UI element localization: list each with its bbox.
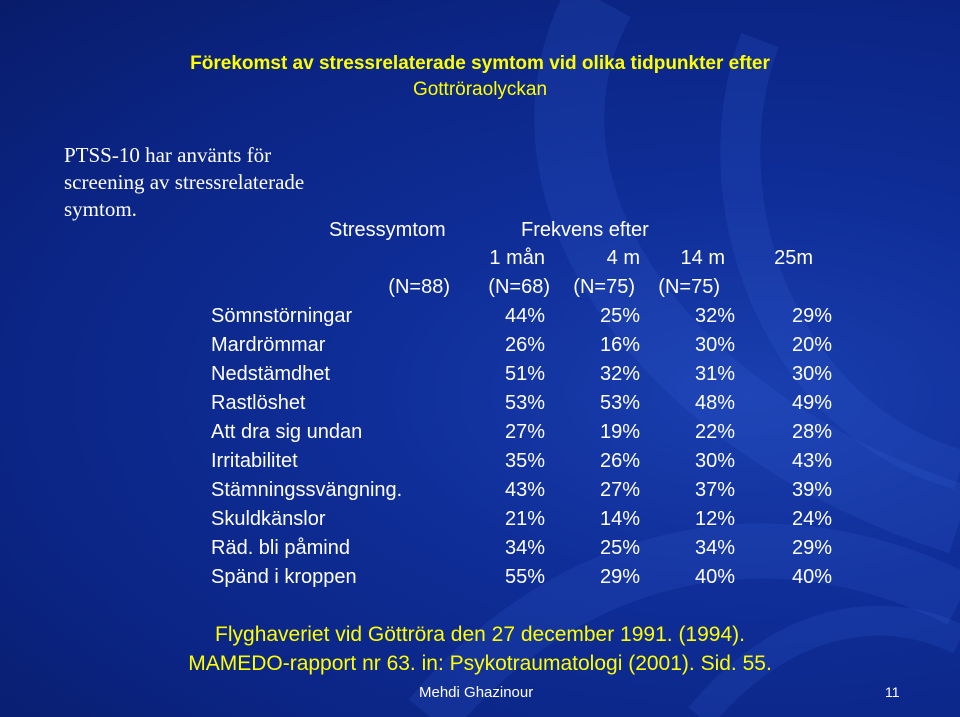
table-cell: 29% xyxy=(599,566,640,588)
period-header: 25m xyxy=(774,247,813,269)
slide-title-line2: Gottröraolyckan xyxy=(412,79,548,100)
table-cell: 14% xyxy=(599,508,640,530)
table-cell: 31% xyxy=(694,363,735,385)
intro-line: PTSS-10 har använts för xyxy=(64,143,272,167)
period-header: 14 m xyxy=(680,247,725,269)
n-value: (N=75) xyxy=(573,276,635,298)
symptom-label: Skuldkänslor xyxy=(211,508,326,530)
n-value: (N=75) xyxy=(658,276,720,298)
symptom-label: Stämningssvängning. xyxy=(211,479,403,501)
symptom-label: Nedstämdhet xyxy=(211,363,330,385)
intro-line: symtom. xyxy=(64,197,137,221)
table-cell: 43% xyxy=(791,450,832,472)
table-cell: 19% xyxy=(599,421,640,443)
table-cell: 27% xyxy=(599,479,640,501)
table-cell: 27% xyxy=(504,421,545,443)
intro-text xyxy=(64,142,364,223)
page-number: 11 xyxy=(885,684,900,700)
table-cell: 53% xyxy=(504,392,545,414)
table-cell: 30% xyxy=(694,334,735,356)
table-cell: 20% xyxy=(791,334,832,356)
symptom-label: Spänd i kroppen xyxy=(211,566,357,588)
table-cell: 32% xyxy=(599,363,640,385)
period-header: 1 mån xyxy=(489,247,545,269)
table-cell: 40% xyxy=(694,566,735,588)
table-cell: 49% xyxy=(791,392,832,414)
symptom-label: Rastlöshet xyxy=(211,392,306,414)
period-header: 4 m xyxy=(606,247,640,269)
table-cell: 28% xyxy=(791,421,832,443)
symptom-label: Sömnstörningar xyxy=(211,305,353,327)
table-cell: 25% xyxy=(599,305,640,327)
table-cell: 32% xyxy=(694,305,735,327)
reference-line1: Flyghaveriet vid Göttröra den 27 december 1991. (1994). xyxy=(215,623,745,646)
reference-line2: MAMEDO-rapport nr 63. in: Psykotraumatologi (2001). Sid. 55. xyxy=(188,652,772,675)
table-cell: 21% xyxy=(504,508,545,530)
table-cell: 53% xyxy=(599,392,640,414)
symptom-label: Räd. bli påmind xyxy=(211,537,350,559)
table-cell: 24% xyxy=(791,508,832,530)
table-cell: 40% xyxy=(791,566,832,588)
table-cell: 34% xyxy=(694,537,735,559)
table-cell: 16% xyxy=(599,334,640,356)
table-cell: 34% xyxy=(504,537,545,559)
table-cell: 25% xyxy=(599,537,640,559)
symptom-label: Mardrömmar xyxy=(211,334,326,356)
table-cell: 39% xyxy=(791,479,832,501)
n-value: (N=68) xyxy=(488,276,550,298)
table-cell: 12% xyxy=(694,508,735,530)
table-cell: 22% xyxy=(694,421,735,443)
author-name: Mehdi Ghazinour xyxy=(419,684,534,701)
table-cell: 29% xyxy=(791,305,832,327)
slide-title-line1: Förekomst av stressrelaterade symtom vid olika tidpunkter efter xyxy=(190,53,770,74)
symptom-label: Att dra sig undan xyxy=(211,421,363,443)
n-value: (N=88) xyxy=(388,276,450,298)
symptom-column-header: Stressymtom xyxy=(329,219,446,241)
table-cell: 29% xyxy=(791,537,832,559)
intro-line: screening av stressrelaterade xyxy=(64,170,305,194)
table-cell: 30% xyxy=(791,363,832,385)
frequency-header: Frekvens efter xyxy=(521,219,649,241)
table-cell: 26% xyxy=(504,334,545,356)
table-cell: 55% xyxy=(504,566,545,588)
table-cell: 35% xyxy=(504,450,545,472)
symptom-label: Irritabilitet xyxy=(211,450,298,472)
table-cell: 48% xyxy=(694,392,735,414)
table-cell: 43% xyxy=(504,479,545,501)
table-cell: 51% xyxy=(504,363,545,385)
table-cell: 26% xyxy=(599,450,640,472)
table-cell: 44% xyxy=(504,305,545,327)
table-cell: 30% xyxy=(694,450,735,472)
table-cell: 37% xyxy=(694,479,735,501)
